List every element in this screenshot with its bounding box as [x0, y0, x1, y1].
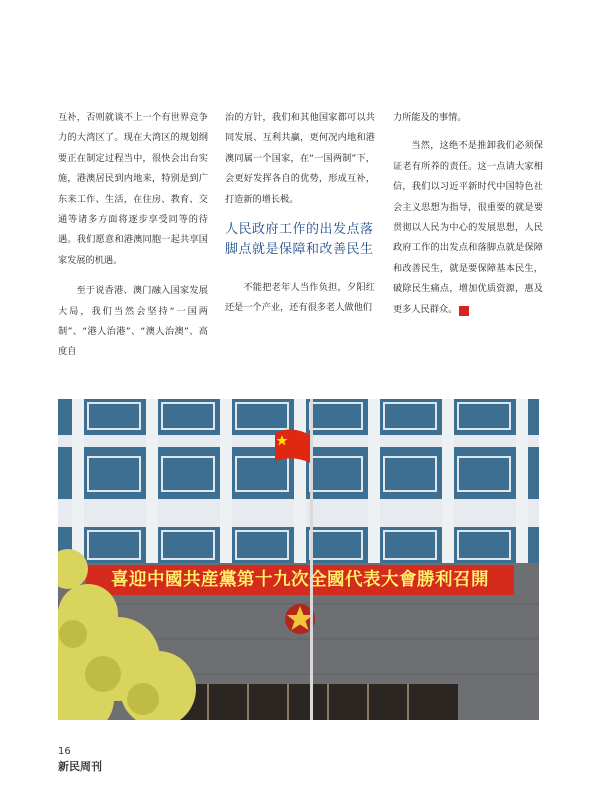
paragraph: 互补，否则就谈不上一个有世界竞争力的大湾区了。现在大湾区的规划纲要正在制定过程当中，很快会出台实施，港澳居民到内地来，特别是到广东来工作、生活，在住房、教育、交通等诸多方面将逐步享受同等的待遇。我们愿意和港澳同胞一起共享国家发展的机遇。	[58, 112, 208, 266]
paragraph: 不能把老年人当作负担，夕阳红还是一个产业，还有很多老人做他们	[225, 282, 375, 314]
text-column-3	[393, 108, 543, 320]
building-photo	[58, 399, 539, 720]
page-number: 16	[58, 746, 71, 757]
text-column-1	[58, 108, 208, 363]
paragraph: 治的方针，我们和其他国家都可以共同发展、互利共赢，更何况内地和港澳同属一个国家，在“一国两制”下，会更好发挥各自的优势，形成互补，打造新的增长极。	[225, 112, 375, 205]
paragraph: 力所能及的事情。	[393, 112, 467, 123]
section-heading: 人民政府工作的出发点落脚点就是保障和改善民生	[225, 222, 374, 258]
magazine-logo: 新民周刊	[58, 760, 102, 773]
text-column-2	[225, 108, 375, 319]
paragraph: 至于说香港、澳门融入国家发展大局，我们当然会坚持“一国两制”、“港人治港”、“澳人治澳”、高度自	[58, 285, 208, 358]
paragraph	[393, 136, 543, 320]
end-mark-icon: N	[459, 306, 469, 316]
paragraph-text: 当然，这绝不是推卸我们必须保证老有所养的责任。这一点请大家相信，我们以习近平新时代中国特色社会主义思想为指导，很重要的就是要贯彻以人民为中心的发展思想，人民政府工作的出发点和落脚点就是保障和改善民生，就是要保障基本民生，破除民生痛点，增加优质资源，惠及更多人民群众。	[393, 140, 543, 315]
banner-slogan: 喜迎中國共産黨第十九次全國代表大會勝利召開	[111, 570, 489, 590]
